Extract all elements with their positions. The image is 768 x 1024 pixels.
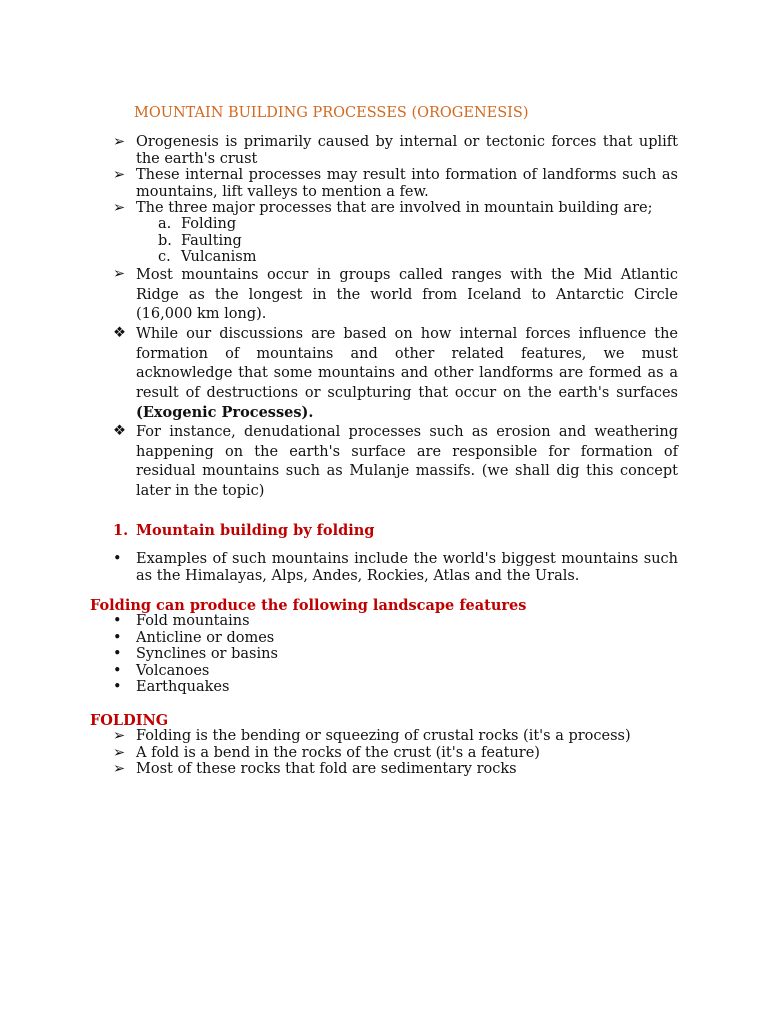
list-marker: c. xyxy=(158,249,171,265)
arrow-bullet-icon: ➢ xyxy=(113,134,126,150)
section-heading: Mountain building by folding xyxy=(136,522,375,539)
section-number: 1. xyxy=(113,522,129,539)
bullet-text: For instance, denudational processes such as erosion and weathering happening on the earth's surface are responsible for formation of residual mountains such as Mulanje massifs. (we shall dig this concept later in the topic) xyxy=(136,424,678,499)
list-item: Faulting xyxy=(181,232,242,249)
bullet-text: Most mountains occur in groups called ranges with the Mid Atlantic Ridge as the longest in the world from Iceland to Antarctic Circle (16,000 km long). xyxy=(136,267,678,323)
arrow-bullet-icon: ➢ xyxy=(113,266,126,282)
bullet-text: Orogenesis is primarily caused by internal or tectonic forces that uplift the earth's crust xyxy=(136,134,678,167)
list-item: Vulcanism xyxy=(181,249,257,265)
dot-bullet-icon: • xyxy=(113,551,122,567)
dot-bullet-icon: • xyxy=(113,646,122,662)
list-item: Earthquakes xyxy=(136,679,230,695)
list-marker: a. xyxy=(158,216,172,232)
list-item: Synclines or basins xyxy=(136,646,278,662)
dot-bullet-icon: • xyxy=(113,613,122,629)
bullet-text: These internal processes may result into formation of landforms such as mountains, lift valleys to mention a few. xyxy=(136,167,678,200)
folding-heading: FOLDING xyxy=(90,712,169,729)
dot-bullet-icon: • xyxy=(113,662,122,679)
bullet-text-bold: (Exogenic Processes). xyxy=(136,404,314,422)
list-item: Fold mountains xyxy=(136,613,250,629)
bullet-text-plain: While our discussions are based on how internal forces influence the formation of mountains and other related features, we must acknowledge that some mountains and other landforms are formed as a result of destructions or sculpturing that occur on the earth's surfaces xyxy=(136,326,678,401)
arrow-bullet-icon: ➢ xyxy=(113,728,126,744)
bullet-text xyxy=(136,325,678,424)
list-item: Folding xyxy=(181,216,237,232)
dot-bullet-icon: • xyxy=(113,679,122,695)
arrow-bullet-icon: ➢ xyxy=(113,200,126,216)
dot-bullet-icon: • xyxy=(113,629,122,646)
list-item: Volcanoes xyxy=(136,662,210,679)
diamond-bullet-icon: ❖ xyxy=(113,325,126,341)
list-marker: b. xyxy=(158,232,172,249)
diamond-bullet-icon: ❖ xyxy=(113,423,126,439)
list-item: Folding is the bending or squeezing of crustal rocks (it's a process) xyxy=(136,728,631,744)
page-title: MOUNTAIN BUILDING PROCESSES (OROGENESIS) xyxy=(134,105,529,121)
bullet-text: The three major processes that are involved in mountain building are; xyxy=(136,200,653,216)
list-item: Most of these rocks that fold are sedimentary rocks xyxy=(136,761,517,777)
list-item: Anticline or domes xyxy=(136,629,275,646)
arrow-bullet-icon: ➢ xyxy=(113,744,126,761)
bullet-text: Examples of such mountains include the world's biggest mountains such as the Himalayas, Alps, Andes, Rockies, Atlas and the Urals. xyxy=(136,551,678,584)
arrow-bullet-icon: ➢ xyxy=(113,167,126,183)
features-heading: Folding can produce the following landscape features xyxy=(90,597,527,614)
list-item: A fold is a bend in the rocks of the crust (it's a feature) xyxy=(136,744,540,761)
arrow-bullet-icon: ➢ xyxy=(113,761,126,777)
